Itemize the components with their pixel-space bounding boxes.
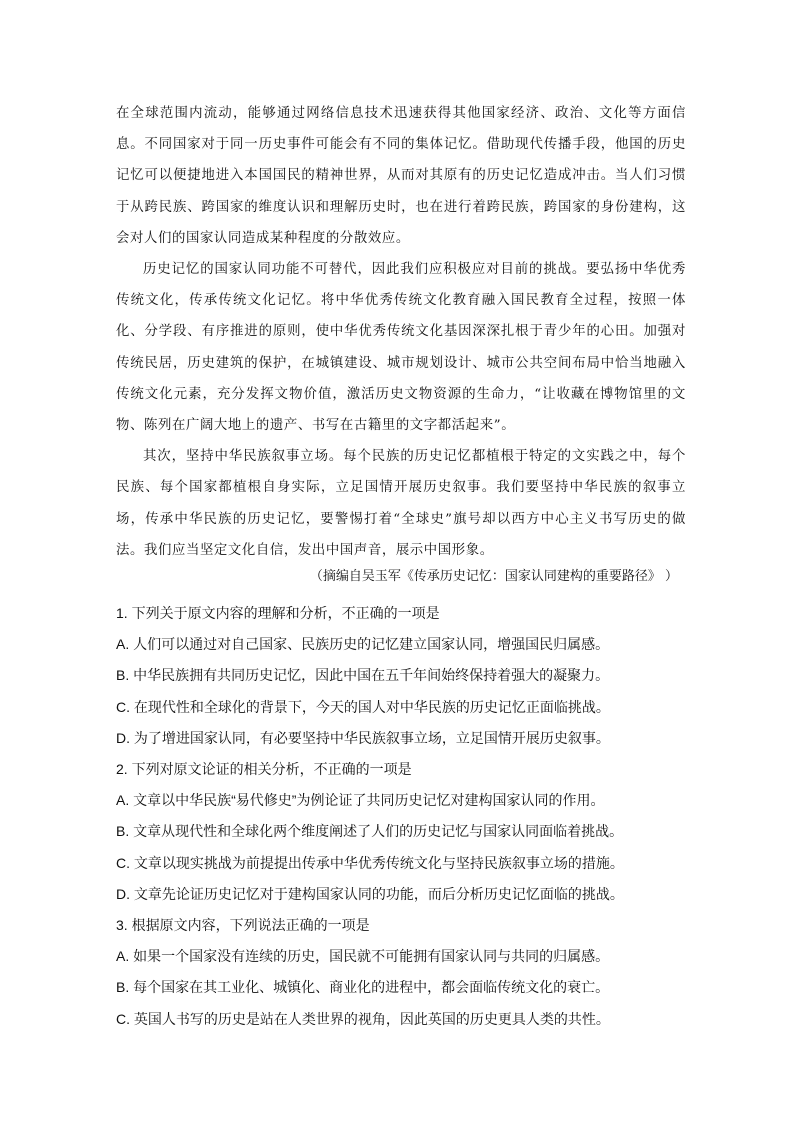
passage-line: 文化元素，充分发挥文物价值，激活历史文物资源的生命力，“让收藏在博物馆里的文物、 — [116, 386, 686, 434]
passage-line: 其次，坚持中华民族叙事立场。每个民族的历史记忆都植根于特定的文实践之中，每个 — [143, 449, 686, 465]
passage-line: 陈列在广阔大地上的遗产、书写在古籍里的文字都活起来”。 — [143, 418, 516, 434]
answer-option: B. 文章从现代性和全球化两个维度阐述了人们的历史记忆与国家认同面临着挑战。 — [116, 823, 624, 840]
passage-paragraph-1 — [116, 98, 686, 254]
answer-option: D. 文章先论证历史记忆对于建构国家认同的功能，而后分析历史记忆面临的挑战。 — [116, 885, 624, 902]
passage-line: 历史记忆的国家认同功能不可替代，因此我们应积极应对目前的挑战。要弘扬中华优秀 — [143, 262, 686, 278]
answer-option: C. 英国人书写的历史是站在人类世界的视角，因此英国的历史更具人类的共性。 — [116, 1010, 610, 1027]
reading-passage — [116, 98, 686, 566]
question-2 — [116, 754, 696, 910]
passage-line: 我们应当坚定文化自信，发出中国声音，展示中国形象。 — [143, 542, 494, 558]
passage-line: 民族、每个国家都植根自身实际，立足国情开展历史叙事。我们要坚持中华民族的叙事立场， — [116, 480, 686, 527]
passage-line: 人们的国家认同造成某种程度的分散效应。 — [143, 230, 410, 246]
question-stem: 3. 根据原文内容，下列说法正确的一项是 — [116, 917, 370, 934]
question-list — [116, 598, 696, 1035]
passage-line: 跨民族、跨国家的维度认识和理解历史时，也在进行着跨民族，跨国家的身份建构，这会对 — [116, 199, 686, 246]
question-3 — [116, 910, 696, 1035]
passage-line: 传统文化，传承传统文化记忆。将中华优秀传统文化教育融入国民教育全过程，按照一体化、 — [116, 293, 686, 340]
passage-line: 在全球范围内流动，能够通过网络信息技术迅速获得其他国家经济、政治、文化等方面信息。 — [116, 106, 686, 153]
answer-option: C. 文章以现实挑战为前提提出传承中华优秀传统文化与坚持民族叙事立场的措施。 — [116, 854, 624, 871]
question-1 — [116, 598, 696, 754]
answer-option: C. 在现代性和全球化的背景下，今天的国人对中华民族的历史记忆正面临挑战。 — [116, 698, 610, 715]
answer-option: B. 中华民族拥有共同历史记忆，因此中国在五千年间始终保持着强大的凝聚力。 — [116, 667, 610, 684]
answer-option: D. 为了增进国家认同，有必要坚持中华民族叙事立场，立足国情开展历史叙事。 — [116, 729, 610, 746]
question-stem: 2. 下列对原文论证的相关分析，不正确的一项是 — [116, 761, 412, 778]
passage-line: 不同国家对于同一历史事件可能会有不同的集体记忆。借助现代传播手段，他国的历史记忆 — [116, 137, 686, 184]
answer-option: A. 如果一个国家没有连续的历史，国民就不可能拥有国家认同与共同的归属感。 — [116, 948, 610, 965]
answer-option: B. 每个国家在其工业化、城镇化、商业化的进程中，都会面临传统文化的衰亡。 — [116, 979, 610, 996]
answer-option: A. 人们可以通过对自己国家、民族历史的记忆建立国家认同，增强国民归属感。 — [116, 636, 610, 653]
passage-source: （摘编自吴玉军《传承历史记忆：国家认同建构的重要路径》 ） — [309, 569, 678, 584]
passage-line: 民居，历史建筑的保护，在城镇建设、城市规划设计、城市公共空间布局中恰当地融入传统 — [116, 355, 686, 402]
passage-paragraph-2 — [116, 254, 686, 441]
passage-line: 可以便捷地进入本国国民的精神世界，从而对其原有的历史记忆造成冲击。当人们习惯于从 — [116, 168, 686, 215]
question-stem: 1. 下列关于原文内容的理解和分析，不正确的一项是 — [116, 605, 440, 621]
passage-line: 传承中华民族的历史记忆，要警惕打着“全球史”旗号却以西方中心主义书写历史的做法。 — [116, 511, 686, 558]
answer-option: A. 文章以中华民族“易代修史”为例论证了共同历史记忆对建构国家认同的作用。 — [116, 792, 605, 809]
passage-paragraph-3 — [116, 441, 686, 566]
passage-line: 分学段、有序推进的原则，使中华优秀传统文化基因深深扎根于青少年的心田。加强对传统 — [116, 324, 686, 371]
